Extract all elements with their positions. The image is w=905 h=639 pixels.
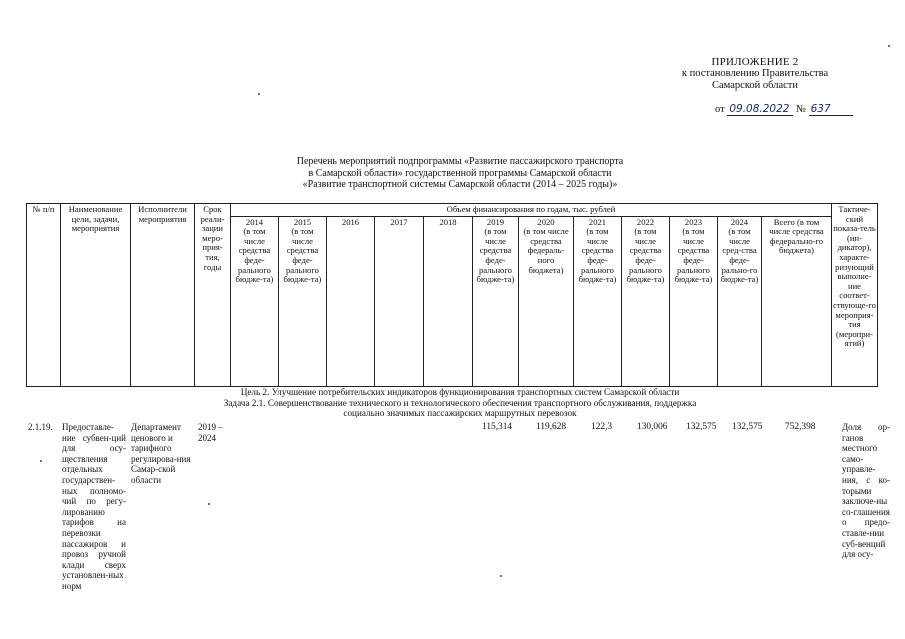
row-term: 2019 – 2024 <box>198 422 223 443</box>
scan-speck <box>208 503 210 505</box>
scan-speck <box>40 460 42 462</box>
row-number: 2.1.19. <box>28 422 53 432</box>
header-year-2021: 2021 (в том числе средства феде-рального бюдже-та) <box>574 216 622 386</box>
appendix-title: ПРИЛОЖЕНИЕ 2 <box>711 56 799 68</box>
header-year-2019: 2019 (в том числе средства феде-рального бюдже-та) <box>473 216 519 386</box>
header-name: Наименование цели, задачи, мероприятия <box>61 204 131 387</box>
row-value-2024: 132,575 <box>732 422 763 432</box>
row-value-2019: 115,314 <box>482 422 513 432</box>
row-value-2021: 122,3 <box>591 422 613 432</box>
header-year-2024: 2024 (в том числе сред-ства феде-рально-го бюдже-та) <box>718 216 762 386</box>
header-financing: Объем финансирования по годам, тыс. рублей <box>231 204 832 217</box>
header-year-2015: 2015 (в том числе средства феде-рального бюдже-та) <box>279 216 327 386</box>
handwritten-date: 09.08.2022 <box>727 104 793 116</box>
header-executors: Исполнители мероприятия <box>131 204 195 387</box>
header-year-2018: 2018 <box>424 216 473 386</box>
goal-line-1: Цель 2. Улучшение потребительских индикаторов функционирования транспортных систем Самарской области <box>240 387 680 397</box>
row-indicator: Доля ор-ганов местного само-управле-ния, с ко-торыми заключе-ны со-глашения о предо-ставле-нии суб-венций для осу- <box>842 422 890 560</box>
row-value-2020: 119,628 <box>536 422 567 432</box>
appendix-block <box>655 56 855 92</box>
header-year-2022: 2022 (в том числе средства феде-рального бюдже-та) <box>622 216 670 386</box>
row-measure-name: Предоставле-ние субвен-ций для осу-ществления отдельных государствен-ных полномо-чий по регу-лированию тарифов на перевозки пассажиров и провоз ручной клади сверх установлен-ных норм <box>62 422 126 591</box>
header-year-2014: 2014 (в том числе средства феде-рального бюдже-та) <box>231 216 279 386</box>
measures-table <box>26 203 878 387</box>
header-year-2016: 2016 <box>327 216 375 386</box>
handwritten-number: 637 <box>809 104 853 116</box>
number-sign: № <box>795 104 806 115</box>
row-value-total: 752,398 <box>785 422 816 432</box>
header-year-2023: 2023 (в том числе средства феде-рального бюдже-та) <box>670 216 718 386</box>
row-value-2022: 130,006 <box>637 422 668 432</box>
document-title-line-3: «Развитие транспортной системы Самарской области (2014 – 2025 годы)» <box>302 179 618 190</box>
document-title <box>250 156 670 191</box>
scan-speck <box>258 93 260 95</box>
scan-speck <box>500 575 502 577</box>
header-year-2017: 2017 <box>375 216 424 386</box>
row-executor: Департамент ценового и тарифного регулирова-ния Самар-ской области <box>131 422 191 485</box>
resolution-date-number <box>715 104 853 116</box>
goal-heading <box>180 387 740 419</box>
date-prefix: от <box>715 104 725 115</box>
document-title-line-1: Перечень мероприятий подпрограммы «Развитие пассажирского транспорта <box>296 156 624 167</box>
header-number: № п/п <box>27 204 61 387</box>
appendix-line-2: Самарской области <box>712 80 798 91</box>
header-indicator: Тактиче-ский показа-тель (ин-дикатор), характе-ризующий выполне-ние соответ-ствующе-го мероприя-тия (меропри-ятий) <box>832 204 878 387</box>
task-line-1: Задача 2.1. Совершенствование технического и технологического обеспечения транспортного обслуживания, поддержка <box>223 397 697 408</box>
appendix-line-1: к постановлению Правительства <box>681 68 829 79</box>
document-title-line-2: в Самарской области» государственной программы Самарской области <box>308 167 612 179</box>
scan-speck <box>888 45 890 47</box>
header-year-2020: 2020 (в том числе средства федераль-ного бюджета) <box>519 216 574 386</box>
row-value-2023: 132,575 <box>686 422 717 432</box>
header-total: Всего (в том числе средства федерально-го бюджета) <box>762 216 832 386</box>
task-line-2: социально значимых пассажирских маршрутных перевозок <box>343 408 577 418</box>
header-term: Срок реали-зации меро-прия-тия, годы <box>195 204 231 387</box>
